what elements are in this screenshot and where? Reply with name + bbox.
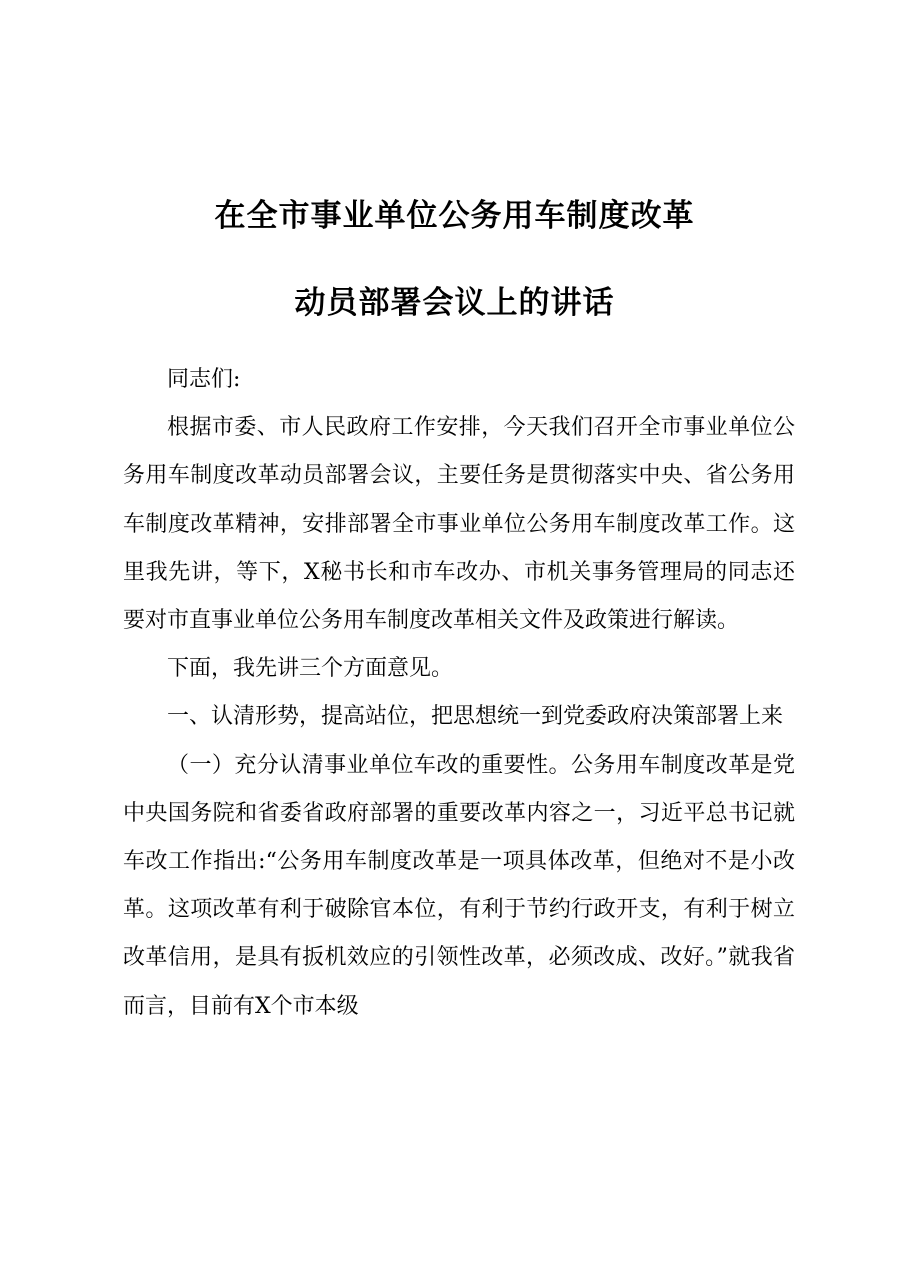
paragraph-intro: 根据市委、市人民政府工作安排，今天我们召开全市事业单位公务用车制度改革动员部署会议，主要任务是贯彻落实中央、省公务用车制度改革精神，安排部署全市事业单位公务用车制度改革工作。这里我先讲，等下，X秘书长和市车改办、市机关事务管理局的同志还要对市直事业单位公务用车制度改革相关文件及政策进行解读。 [123,415,795,634]
paragraph-outline: 下面，我先讲三个方面意见。 [167,656,454,682]
paragraph-subsection-1: （一）充分认清事业单位车改的重要性。公务用车制度改革是党中央国务院和省委省政府部署的重要改革内容之一，习近平总书记就车改工作指出:“公务用车制度改革是一项具体改革，但绝对不是小改革。这项改革有利于破除官本位，有利于节约行政开支，有利于树立改革信用，是具有扳机效应的引领性改革，必须改成、改好。”就我省而言，目前有X个市本级 [123,752,795,1019]
section-heading-1: 一、认清形势，提高站位，把思想统一到党委政府决策部署上来 [167,704,784,730]
document-title-line-1: 在全市事业单位公务用车制度改革 [214,198,695,234]
salutation: 同志们: [167,367,241,392]
document-body [123,356,795,1031]
document-title-line-2: 动员部署会议上的讲话 [294,285,615,321]
